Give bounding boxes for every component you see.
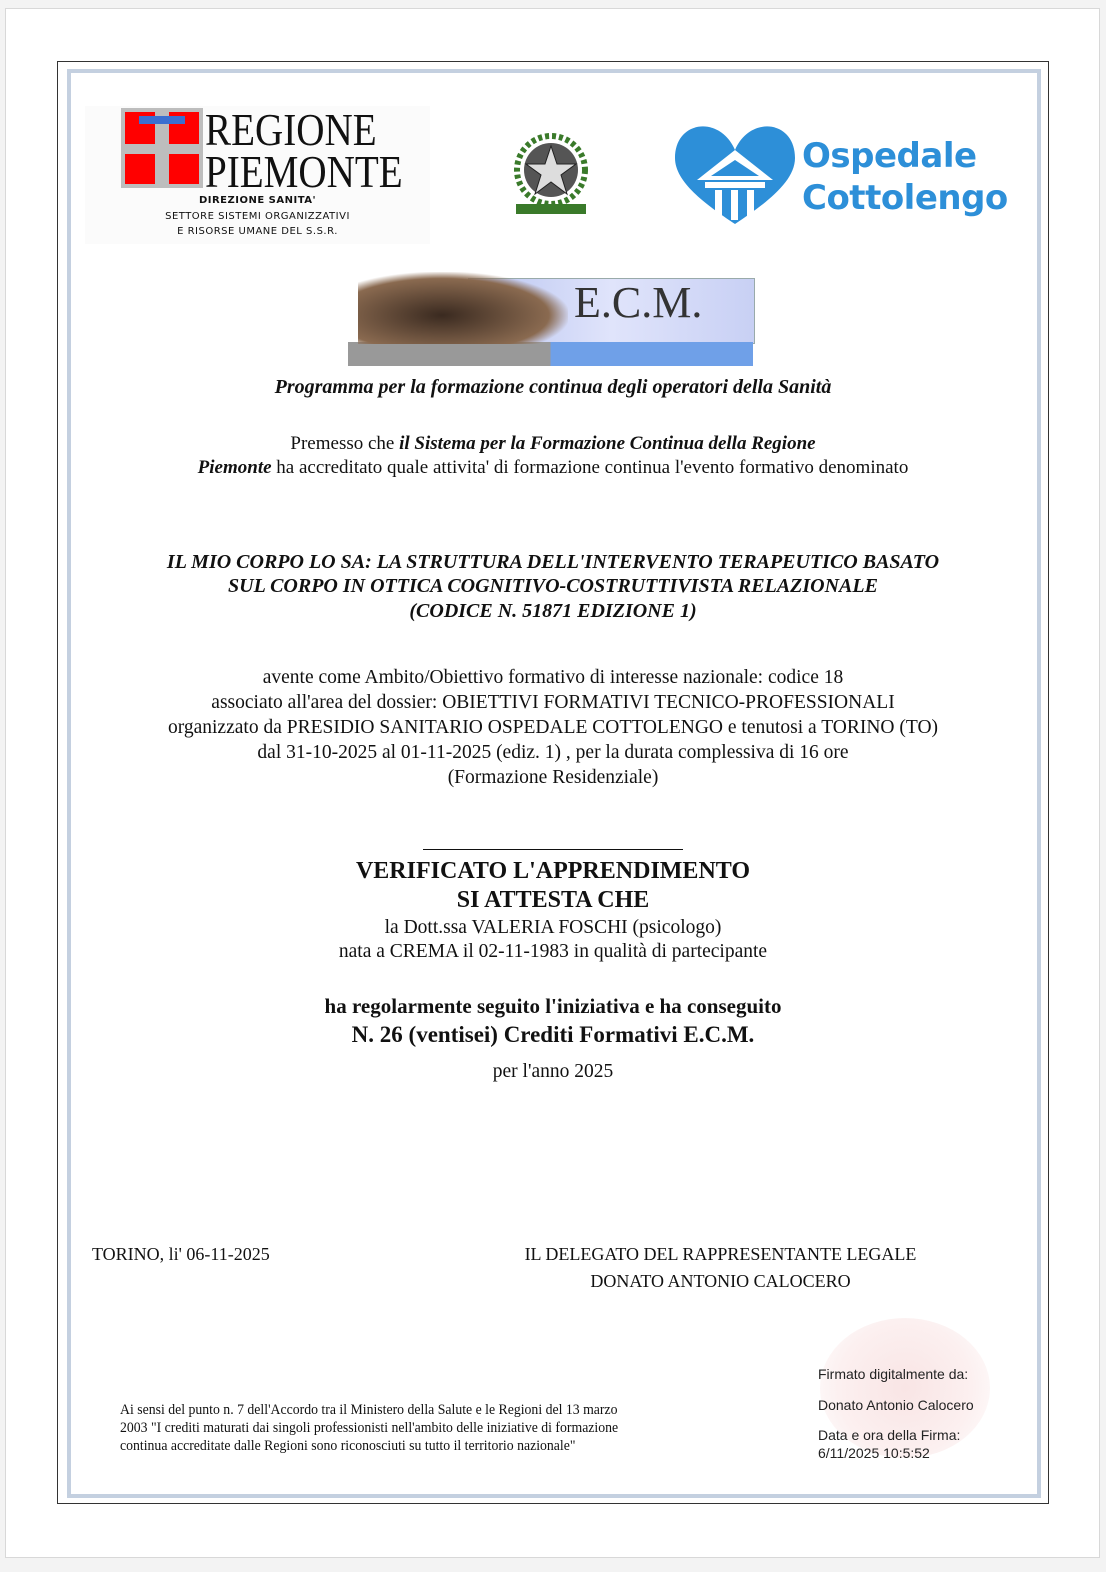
- event-detail: associato all'area del dossier: OBIETTIVI FORMATIVI TECNICO-PROFESSIONALI: [211, 692, 895, 713]
- attestation-heading: SI ATTESTA CHE: [456, 887, 650, 913]
- italian-republic-emblem-icon: [510, 128, 592, 218]
- premise-line-2: [60, 457, 1046, 479]
- premise-emphasis: il Sistema per la Formazione Continua della Regione: [399, 433, 816, 454]
- regione-subtitle: DIREZIONE SANITA': [198, 195, 317, 206]
- premise-text: ha accreditato quale attivita' di formazione continua l'evento formativo denominato: [271, 457, 909, 478]
- event-detail: organizzato da PRESIDIO SANITARIO OSPEDALE COTTOLENGO e tenutosi a TORINO (TO): [167, 717, 939, 738]
- signatory-name: DONATO ANTONIO CALOCERO: [590, 1271, 851, 1291]
- signatory-role: IL DELEGATO DEL RAPPRESENTANTE LEGALE: [524, 1244, 917, 1264]
- event-title-line: SUL CORPO IN OTTICA COGNITIVO-COSTRUTTIVISTA RELAZIONALE: [228, 575, 878, 597]
- event-detail: (Formazione Residenziale): [447, 767, 659, 788]
- credits-text: N. 26 (ventisei) Crediti Formativi E.C.M.: [351, 1022, 755, 1047]
- credit-year: per l'anno 2025: [492, 1061, 614, 1082]
- ecm-label: E.C.M.: [574, 278, 703, 327]
- signature-date-value: 6/11/2025 10:5:52: [818, 1445, 930, 1461]
- regione-title: REGIONE: [205, 104, 377, 155]
- participant-birth: nata a CREMA il 02-11-1983 in qualità di partecipante: [338, 941, 768, 962]
- place-date: TORINO, li' 06-11-2025: [92, 1244, 270, 1264]
- footnote-line: continua accreditate dalle Regioni sono riconosciuti su tutto il territorio nazionale": [120, 1438, 576, 1454]
- piemonte-title: PIEMONTE: [205, 146, 403, 197]
- footnote-line: 2003 "I crediti maturati dai singoli professionisti nell'ambito delle iniziative di formazione: [120, 1420, 619, 1436]
- premise-text: Premesso che: [290, 433, 400, 454]
- participant-name: la Dott.ssa VALERIA FOSCHI (psicologo): [384, 917, 722, 938]
- event-detail: avente come Ambito/Obiettivo formativo di interesse nazionale: codice 18: [262, 667, 844, 688]
- divider: [423, 849, 683, 850]
- footnote-line: Ai sensi del punto n. 7 dell'Accordo tra il Ministero della Salute e le Regioni del 13 marzo: [120, 1402, 618, 1418]
- ecm-banner: [348, 262, 753, 367]
- result-text: ha regolarmente seguito l'iniziativa e ha conseguito: [324, 994, 782, 1018]
- event-code: (CODICE N. 51871 EDIZIONE 1): [409, 600, 697, 622]
- regione-subtitle: E RISORSE UMANE DEL S.S.R.: [177, 226, 338, 237]
- attestation-heading: VERIFICATO L'APPRENDIMENTO: [355, 858, 751, 884]
- cottolengo-label: Cottolengo: [802, 178, 1008, 218]
- event-title-line: IL MIO CORPO LO SA: LA STRUTTURA DELL'INTERVENTO TERAPEUTICO BASATO: [166, 551, 940, 573]
- piemonte-cross-icon: [121, 108, 203, 188]
- premise-line-1: [60, 433, 1046, 455]
- signature-label: Firmato digitalmente da:: [818, 1366, 969, 1382]
- signature-name: Donato Antonio Calocero: [818, 1397, 974, 1413]
- event-detail: dal 31-10-2025 al 01-11-2025 (ediz. 1) , per la durata complessiva di 16 ore: [257, 742, 849, 763]
- program-title: Programma per la formazione continua degli operatori della Sanità: [274, 376, 832, 398]
- premise-emphasis: Piemonte: [197, 457, 272, 478]
- cottolengo-heart-logo-icon: [675, 120, 795, 224]
- signature-date-label: Data e ora della Firma:: [818, 1427, 961, 1443]
- ospedale-label: Ospedale: [802, 136, 977, 176]
- regione-subtitle: SETTORE SISTEMI ORGANIZZATIVI: [165, 211, 350, 222]
